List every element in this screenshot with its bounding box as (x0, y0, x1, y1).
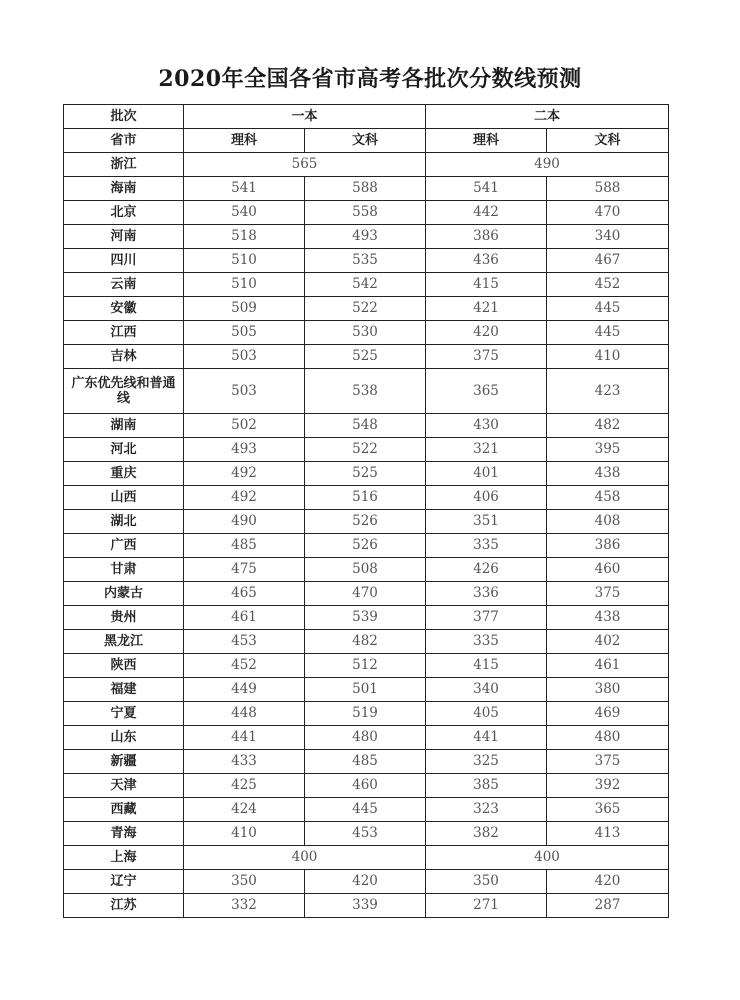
table-row (64, 177, 669, 201)
table-row-zhejiang (64, 153, 669, 177)
table-row (64, 702, 669, 726)
batch-1-liberal-score: 530 (305, 321, 426, 345)
batch-1-science-score: 453 (184, 630, 305, 654)
batch-1-science-score: 433 (184, 750, 305, 774)
table-row (64, 321, 669, 345)
batch-2-science-score: 421 (426, 297, 547, 321)
batch-1-liberal-score: 493 (305, 225, 426, 249)
province-name: 吉林 (64, 345, 184, 369)
table-row (64, 750, 669, 774)
batch-1-header: 一本 (184, 105, 426, 129)
table-row (64, 438, 669, 462)
batch-1-liberal-score: 516 (305, 486, 426, 510)
batch-1-liberal-score: 525 (305, 462, 426, 486)
batch-2-liberal-score: 458 (547, 486, 669, 510)
table-row (64, 894, 669, 918)
batch-2-liberal-score: 445 (547, 297, 669, 321)
batch-2-liberal-score: 395 (547, 438, 669, 462)
province-name: 重庆 (64, 462, 184, 486)
batch-1-liberal-score: 588 (305, 177, 426, 201)
batch-2-liberal-score: 420 (547, 870, 669, 894)
batch-1-science-score: 461 (184, 606, 305, 630)
batch-1-liberal-score: 485 (305, 750, 426, 774)
batch-1-liberal-score: 519 (305, 702, 426, 726)
header-row-subject (64, 129, 669, 153)
batch-2-science-score: 436 (426, 249, 547, 273)
province-name: 陕西 (64, 654, 184, 678)
batch-1-science-score: 449 (184, 678, 305, 702)
province-name: 贵州 (64, 606, 184, 630)
batch-2-liberal-score: 408 (547, 510, 669, 534)
province-name: 湖南 (64, 414, 184, 438)
table-row (64, 774, 669, 798)
batch-1-science-score: 503 (184, 369, 305, 414)
batch-2-liberal-score: 480 (547, 726, 669, 750)
province-name: 上海 (64, 846, 184, 870)
table-row (64, 798, 669, 822)
table-row (64, 369, 669, 414)
batch-1-liberal-score: 522 (305, 297, 426, 321)
batch-2-science-score: 385 (426, 774, 547, 798)
batch-1-liberal-score: 526 (305, 510, 426, 534)
province-name: 甘肃 (64, 558, 184, 582)
batch-2-science-score: 377 (426, 606, 547, 630)
table-row (64, 297, 669, 321)
batch-1-science-score: 485 (184, 534, 305, 558)
batch-2-liberal-score: 423 (547, 369, 669, 414)
batch-2-liberal-score: 402 (547, 630, 669, 654)
batch-1-liberal-score: 558 (305, 201, 426, 225)
table-row (64, 249, 669, 273)
province-name: 福建 (64, 678, 184, 702)
batch-1-liberal-score: 526 (305, 534, 426, 558)
batch-2-liberal-score: 452 (547, 273, 669, 297)
batch-1-science-score: 510 (184, 273, 305, 297)
batch-2-science-score: 386 (426, 225, 547, 249)
province-name: 江苏 (64, 894, 184, 918)
batch-label: 批次 (64, 105, 184, 129)
batch-2-science-score: 430 (426, 414, 547, 438)
batch-1-science-score: 518 (184, 225, 305, 249)
province-name: 西藏 (64, 798, 184, 822)
batch-2-science-score: 350 (426, 870, 547, 894)
batch-1-liberal-score: 535 (305, 249, 426, 273)
batch-2-liberal-score: 413 (547, 822, 669, 846)
batch-1-science-score: 492 (184, 462, 305, 486)
batch-2-liberal-score: 392 (547, 774, 669, 798)
batch-2-science-score: 415 (426, 654, 547, 678)
batch-1-liberal-score: 548 (305, 414, 426, 438)
province-name: 内蒙古 (64, 582, 184, 606)
province-name: 海南 (64, 177, 184, 201)
batch-1-liberal-header: 文科 (305, 129, 426, 153)
table-row (64, 414, 669, 438)
batch-2-liberal-score: 482 (547, 414, 669, 438)
batch-2-science-score: 336 (426, 582, 547, 606)
province-name: 辽宁 (64, 870, 184, 894)
batch-2-liberal-score: 461 (547, 654, 669, 678)
score-table (63, 104, 669, 918)
batch-2-science-score: 340 (426, 678, 547, 702)
province-name: 广东优先线和普通线 (64, 369, 184, 414)
province-name: 河南 (64, 225, 184, 249)
batch-2-liberal-score: 375 (547, 750, 669, 774)
province-name: 浙江 (64, 153, 184, 177)
batch-2-liberal-score: 438 (547, 462, 669, 486)
batch-2-liberal-score: 588 (547, 177, 669, 201)
table-row (64, 558, 669, 582)
batch-1-score: 565 (184, 153, 426, 177)
batch-2-liberal-score: 386 (547, 534, 669, 558)
batch-2-liberal-score: 467 (547, 249, 669, 273)
batch-2-liberal-header: 文科 (547, 129, 669, 153)
province-name: 青海 (64, 822, 184, 846)
batch-2-science-score: 405 (426, 702, 547, 726)
batch-1-science-score: 441 (184, 726, 305, 750)
batch-2-science-score: 426 (426, 558, 547, 582)
batch-2-score: 490 (426, 153, 669, 177)
table-row (64, 870, 669, 894)
batch-1-science-score: 424 (184, 798, 305, 822)
table-row (64, 678, 669, 702)
batch-2-science-score: 321 (426, 438, 547, 462)
batch-2-liberal-score: 470 (547, 201, 669, 225)
table-row (64, 273, 669, 297)
province-label: 省市 (64, 129, 184, 153)
table-row (64, 822, 669, 846)
batch-1-liberal-score: 482 (305, 630, 426, 654)
province-name: 北京 (64, 201, 184, 225)
batch-1-liberal-score: 512 (305, 654, 426, 678)
province-name: 黑龙江 (64, 630, 184, 654)
batch-2-score: 400 (426, 846, 669, 870)
province-name: 广西 (64, 534, 184, 558)
batch-2-liberal-score: 287 (547, 894, 669, 918)
batch-2-science-score: 442 (426, 201, 547, 225)
batch-2-liberal-score: 460 (547, 558, 669, 582)
batch-2-science-score: 323 (426, 798, 547, 822)
batch-2-liberal-score: 469 (547, 702, 669, 726)
table-row (64, 486, 669, 510)
province-name: 云南 (64, 273, 184, 297)
batch-1-science-score: 503 (184, 345, 305, 369)
batch-1-science-score: 465 (184, 582, 305, 606)
province-name: 安徽 (64, 297, 184, 321)
batch-1-science-score: 541 (184, 177, 305, 201)
batch-2-liberal-score: 340 (547, 225, 669, 249)
batch-1-science-score: 448 (184, 702, 305, 726)
batch-2-science-score: 325 (426, 750, 547, 774)
batch-2-liberal-score: 445 (547, 321, 669, 345)
batch-1-liberal-score: 522 (305, 438, 426, 462)
batch-1-liberal-score: 339 (305, 894, 426, 918)
batch-2-liberal-score: 438 (547, 606, 669, 630)
batch-1-liberal-score: 508 (305, 558, 426, 582)
province-name: 新疆 (64, 750, 184, 774)
table-row (64, 726, 669, 750)
batch-1-science-score: 510 (184, 249, 305, 273)
batch-1-liberal-score: 525 (305, 345, 426, 369)
page-title: 2020年全国各省市高考各批次分数线预测 (158, 66, 582, 92)
table-row-shanghai (64, 846, 669, 870)
batch-1-science-score: 410 (184, 822, 305, 846)
batch-2-science-score: 271 (426, 894, 547, 918)
batch-1-science-score: 502 (184, 414, 305, 438)
batch-1-science-score: 505 (184, 321, 305, 345)
batch-1-liberal-score: 538 (305, 369, 426, 414)
batch-1-liberal-score: 470 (305, 582, 426, 606)
province-name: 宁夏 (64, 702, 184, 726)
batch-1-liberal-score: 542 (305, 273, 426, 297)
batch-2-liberal-score: 375 (547, 582, 669, 606)
table-row (64, 582, 669, 606)
batch-1-science-score: 350 (184, 870, 305, 894)
batch-1-liberal-score: 453 (305, 822, 426, 846)
batch-1-science-score: 509 (184, 297, 305, 321)
batch-1-science-score: 490 (184, 510, 305, 534)
province-name: 河北 (64, 438, 184, 462)
table-row (64, 462, 669, 486)
batch-2-science-score: 441 (426, 726, 547, 750)
table-row (64, 606, 669, 630)
batch-1-science-score: 540 (184, 201, 305, 225)
table-row (64, 654, 669, 678)
batch-2-science-score: 375 (426, 345, 547, 369)
batch-1-liberal-score: 539 (305, 606, 426, 630)
batch-1-science-score: 452 (184, 654, 305, 678)
batch-1-liberal-score: 445 (305, 798, 426, 822)
province-name: 江西 (64, 321, 184, 345)
batch-2-science-score: 365 (426, 369, 547, 414)
table-row (64, 201, 669, 225)
table-row (64, 345, 669, 369)
batch-2-liberal-score: 380 (547, 678, 669, 702)
batch-2-science-score: 401 (426, 462, 547, 486)
batch-2-science-score: 541 (426, 177, 547, 201)
batch-2-science-score: 406 (426, 486, 547, 510)
batch-1-score: 400 (184, 846, 426, 870)
batch-1-science-score: 332 (184, 894, 305, 918)
province-name: 山西 (64, 486, 184, 510)
batch-2-liberal-score: 365 (547, 798, 669, 822)
batch-2-science-score: 335 (426, 534, 547, 558)
batch-2-science-header: 理科 (426, 129, 547, 153)
table-row (64, 225, 669, 249)
batch-2-science-score: 382 (426, 822, 547, 846)
batch-1-science-score: 425 (184, 774, 305, 798)
header-row-batch (64, 105, 669, 129)
score-table-body (64, 105, 669, 918)
batch-1-science-header: 理科 (184, 129, 305, 153)
batch-2-science-score: 351 (426, 510, 547, 534)
batch-1-liberal-score: 420 (305, 870, 426, 894)
batch-2-liberal-score: 410 (547, 345, 669, 369)
table-row (64, 630, 669, 654)
batch-1-liberal-score: 480 (305, 726, 426, 750)
batch-1-science-score: 475 (184, 558, 305, 582)
batch-2-science-score: 335 (426, 630, 547, 654)
province-name: 山东 (64, 726, 184, 750)
batch-2-science-score: 420 (426, 321, 547, 345)
province-name: 四川 (64, 249, 184, 273)
table-row (64, 534, 669, 558)
batch-1-science-score: 493 (184, 438, 305, 462)
batch-1-science-score: 492 (184, 486, 305, 510)
batch-2-header: 二本 (426, 105, 669, 129)
batch-2-science-score: 415 (426, 273, 547, 297)
batch-1-liberal-score: 501 (305, 678, 426, 702)
table-row (64, 510, 669, 534)
batch-1-liberal-score: 460 (305, 774, 426, 798)
province-name: 湖北 (64, 510, 184, 534)
province-name: 天津 (64, 774, 184, 798)
